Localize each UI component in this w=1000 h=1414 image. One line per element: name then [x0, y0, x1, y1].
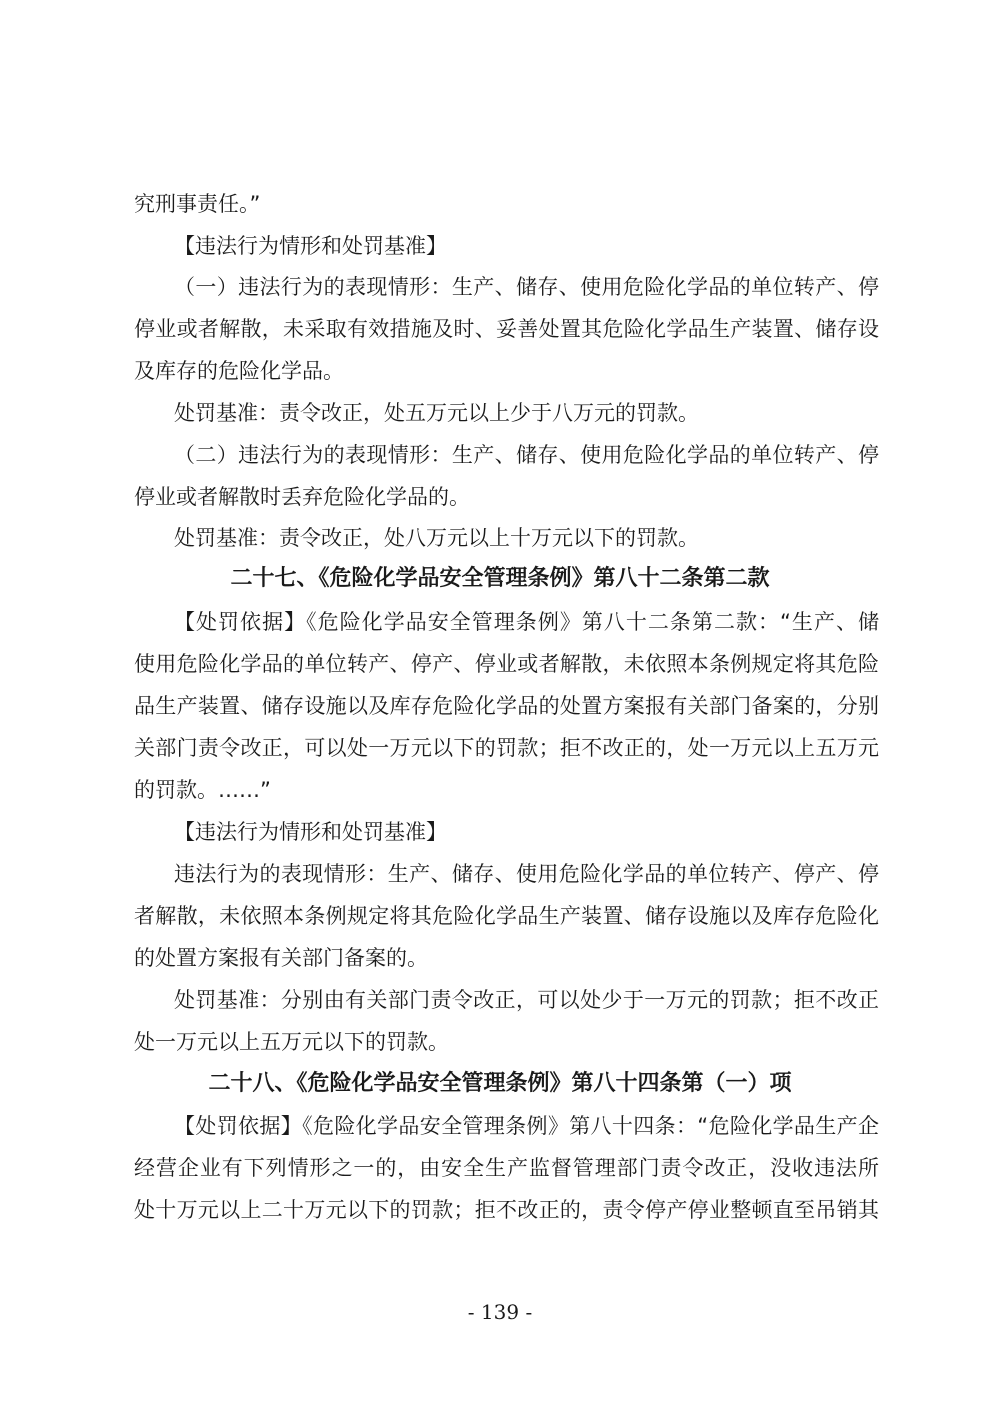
paragraph-line: 经营企业有下列情形之一的，由安全生产监督管理部门责令改正，没收违法所 [134, 1156, 879, 1180]
paragraph-line: 究刑事责任。” [134, 192, 261, 216]
paragraph-line: 关部门责令改正，可以处一万元以下的罚款；拒不改正的，处一万元以上五万元 [134, 736, 879, 760]
paragraph-line: 处一万元以上五万元以下的罚款。 [134, 1030, 449, 1054]
paragraph-line: 【处罚依据】《危险化学品安全管理条例》第八十二条第二款：“生产、储 [174, 610, 879, 634]
paragraph-line: 处罚基准：责令改正，处五万元以上少于八万元的罚款。 [174, 401, 699, 425]
paragraph-line: 品生产装置、储存设施以及库存危险化学品的处置方案报有关部门备案的，分别 [134, 694, 879, 718]
paragraph-line: 的处置方案报有关部门备案的。 [134, 946, 428, 970]
paragraph-line: 处罚基准：分别由有关部门责令改正，可以处少于一万元的罚款；拒不改正 [174, 988, 879, 1012]
section-label: 【违法行为情形和处罚基准】 [174, 234, 447, 258]
paragraph-line: 及库存的危险化学品。 [134, 359, 344, 383]
section-label: 【违法行为情形和处罚基准】 [174, 820, 447, 844]
paragraph-line: 停业或者解散时丢弃危险化学品的。 [134, 485, 470, 509]
section-heading: 二十八、《危险化学品安全管理条例》第八十四条第（一）项 [208, 1070, 792, 1096]
paragraph-line: 【处罚依据】《危险化学品安全管理条例》第八十四条：“危险化学品生产企 [174, 1114, 879, 1138]
paragraph-line: （一）违法行为的表现情形：生产、储存、使用危险化学品的单位转产、停 [174, 275, 879, 299]
paragraph-line: 者解散，未依照本条例规定将其危险化学品生产装置、储存设施以及库存危险化 [134, 904, 879, 928]
paragraph-line: （二）违法行为的表现情形：生产、储存、使用危险化学品的单位转产、停 [174, 443, 879, 467]
page-number: - 139 - [467, 1300, 533, 1324]
paragraph-line: 处十万元以上二十万元以下的罚款；拒不改正的，责令停产停业整顿直至吊销其 [134, 1198, 879, 1222]
paragraph-line: 停业或者解散，未采取有效措施及时、妥善处置其危险化学品生产装置、储存设 [134, 317, 879, 341]
paragraph-line: 处罚基准：责令改正，处八万元以上十万元以下的罚款。 [174, 526, 699, 550]
paragraph-line: 违法行为的表现情形：生产、储存、使用危险化学品的单位转产、停产、停 [174, 862, 879, 886]
paragraph-line: 使用危险化学品的单位转产、停产、停业或者解散，未依照本条例规定将其危险 [134, 652, 879, 676]
section-heading: 二十七、《危险化学品安全管理条例》第八十二条第二款 [230, 565, 770, 591]
paragraph-line: 的罚款。……” [134, 778, 271, 802]
